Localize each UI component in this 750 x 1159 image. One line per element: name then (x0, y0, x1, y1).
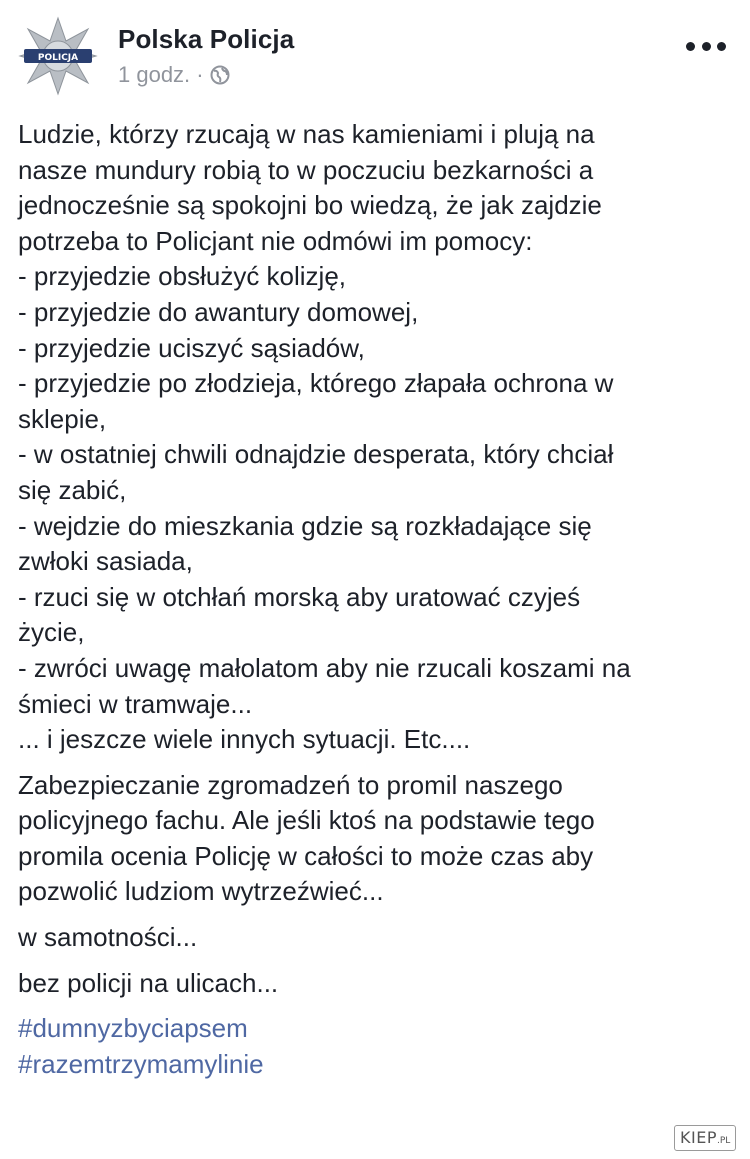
dot (717, 42, 726, 51)
paragraph-gap (18, 910, 733, 920)
post-header (0, 0, 750, 110)
watermark-text: KIEP (680, 1128, 717, 1147)
post-line: - przyjedzie do awantury domowej, (18, 296, 419, 327)
post-line: się zabić, (18, 474, 127, 505)
post-line: - przyjedzie po złodzieja, którego złapała ochrona w (18, 368, 614, 399)
post-line: nasze mundury robią to w poczuciu bezkarności a (18, 154, 594, 185)
page-name-link[interactable]: Polska Policja (118, 24, 295, 54)
post-line: Ludzie, którzy rzucają w nas kamieniami i plują na (18, 119, 595, 149)
post-line: ... i jeszcze wiele innych sytuacji. Etc.... (18, 724, 471, 755)
post-line: jednocześnie są spokojni bo wiedzą, że jak zajdzie (18, 190, 602, 221)
watermark-suffix: .PL (716, 1136, 731, 1146)
post-line: Zabezpieczanie zgromadzeń to promil naszego (18, 769, 563, 800)
post-line: sklepie, (18, 403, 107, 434)
more-options-icon[interactable] (686, 36, 726, 56)
site-watermark-logo (674, 1125, 736, 1151)
police-star-icon (16, 16, 100, 96)
post-line: - wejdzie do mieszkania gdzie są rozkładające się (18, 510, 592, 541)
paragraph-gap (18, 1001, 733, 1011)
post-line: - zwróci uwagę małolatom aby nie rzucali koszami na (18, 652, 631, 683)
post-line: - w ostatniej chwili odnajdzie desperata, który chciał (18, 439, 614, 470)
post-line: policyjnego fachu. Ale jeśli ktoś na podstawie tego (18, 805, 595, 836)
dot (702, 42, 711, 51)
post-line: życie, (18, 617, 85, 648)
post-meta (118, 62, 230, 88)
post-line: pozwolić ludziom wytrzeźwieć... (18, 876, 384, 907)
hashtag-link[interactable]: #razemtrzymamylinie (18, 1048, 264, 1079)
post-line: bez policji na ulicach... (18, 967, 279, 998)
post-line: w samotności... (18, 922, 198, 953)
post-line: promila ocenia Policję w całości to może czas aby (18, 840, 594, 871)
dot (686, 42, 695, 51)
hashtag-link[interactable]: #dumnyzbyciapsem (18, 1013, 248, 1044)
police-badge-avatar[interactable] (16, 16, 100, 96)
globe-icon[interactable] (210, 65, 230, 85)
post-line: - przyjedzie uciszyć sąsiadów, (18, 332, 365, 363)
post-line: zwłoki sasiada, (18, 546, 193, 577)
post-line: - przyjedzie obsłużyć kolizję, (18, 261, 347, 292)
post-line: - rzuci się w otchłań morską aby uratować czyjeś (18, 581, 581, 612)
paragraph-gap (18, 956, 733, 966)
post-line: śmieci w tramwaje... (18, 688, 253, 719)
post-line: potrzeba to Policjant nie odmówi im pomocy: (18, 225, 533, 256)
post-body (18, 117, 733, 1082)
badge-text: POLICJA (37, 53, 79, 63)
paragraph-gap (18, 758, 733, 768)
post-timestamp[interactable]: 1 godz. · (118, 62, 204, 87)
